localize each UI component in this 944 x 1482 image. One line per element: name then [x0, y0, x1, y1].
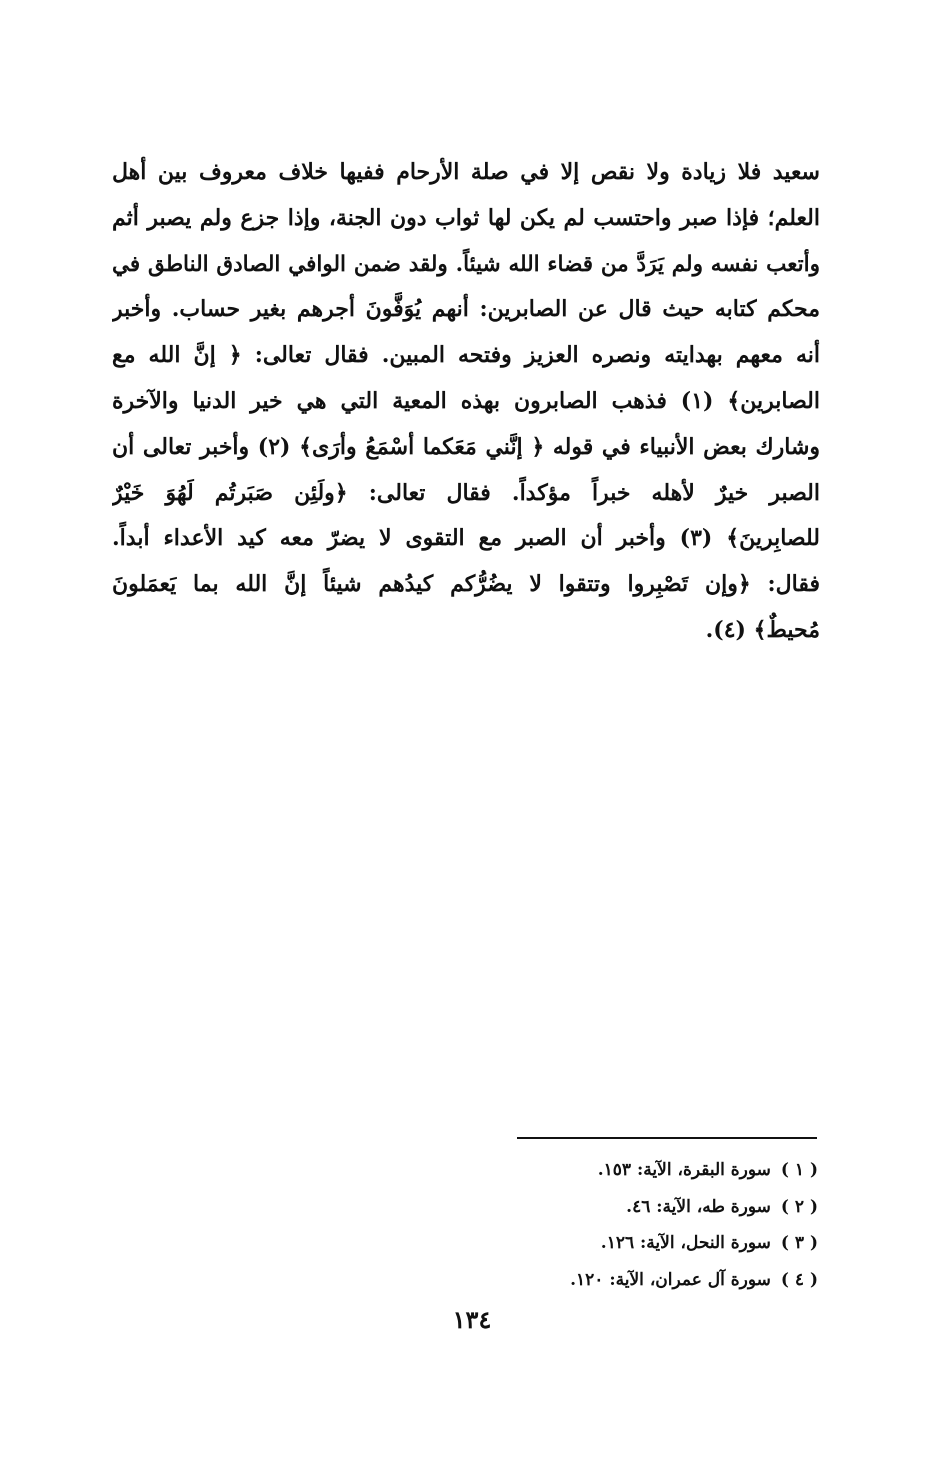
footnote-text: سورة البقرة، الآية: ١٥٣. — [597, 1160, 771, 1180]
page-number: ١٣٤ — [452, 1305, 492, 1334]
footnote-text: سورة النحل، الآية: ١٢٦. — [600, 1233, 771, 1253]
footnote-number: ( ٢ ) — [780, 1196, 818, 1217]
text-line-1: سعيد فلا زيادة ولا نقص إلا في صلة الأرحام ففيها خلاف معروف بين أهل — [112, 159, 820, 185]
text-line-4: محكم كتابه حيث قال عن الصابرين: أنهم يُوَفَّونَ أجرهم بغير حساب. وأخبر — [112, 296, 820, 323]
text-line-6: الصابرين﴾ (١) فذهب الصابرون بهذه المعية التي هي خير الدنيا والآخرة — [112, 387, 820, 414]
footnotes-block — [420, 1152, 818, 1298]
text-line-10: فقال: ﴿وإن تَصْبِروا وتتقوا لا يضُرُّكم كيدُهم شيئاً إنَّ الله بما يَعمَلونَ — [112, 571, 820, 598]
footnote-1 — [420, 1152, 818, 1189]
footnote-3 — [420, 1225, 818, 1262]
text-line-3: وأتعب نفسه ولم يَرَدَّ من قضاء الله شيئاً. ولقد ضمن الوافي الصادق الناطق في — [112, 251, 820, 277]
text-line-5: أنه معهم بهدايته ونصره العزيز وفتحه المبين. فقال تعالى: ﴿ إنَّ الله مع — [112, 342, 820, 369]
text-line-8: الصبر خيرٌ لأهله خبراً مؤكداً. فقال تعالى: ﴿ولَئِن صَبَرتُم لَهُوَ خَيْرٌ — [112, 479, 820, 506]
text-line-11: مُحيطٌ﴾ (٤). — [705, 616, 820, 643]
footnote-4 — [420, 1262, 818, 1299]
text-line-2: العلم؛ فإذا صبر واحتسب لم يكن لها ثواب دون الجنة، وإذا جزع ولم يصبر أثم — [112, 204, 820, 231]
footnote-number: ( ٤ ) — [780, 1269, 818, 1290]
main-text-block — [112, 150, 820, 654]
text-line-9: للصابِرينَ﴾ (٣) وأخبر أن الصبر مع التقوى لا يضرّ معه كيد الأعداء أبداً. — [112, 525, 820, 552]
footnote-number: ( ٣ ) — [780, 1233, 818, 1253]
footnote-2 — [420, 1189, 818, 1226]
footnote-separator — [517, 1137, 817, 1139]
footnote-text: سورة آل عمران، الآية: ١٢٠. — [570, 1269, 771, 1290]
footnote-number: ( ١ ) — [780, 1160, 818, 1180]
text-line-7: وشارك بعض الأنبياء في قوله ﴿ إنَّني مَعَكما أسْمَعُ وأرَى﴾ (٢) وأخبر تعالى أن — [112, 433, 820, 460]
footnote-text: سورة طه، الآية: ٤٦. — [626, 1196, 771, 1217]
